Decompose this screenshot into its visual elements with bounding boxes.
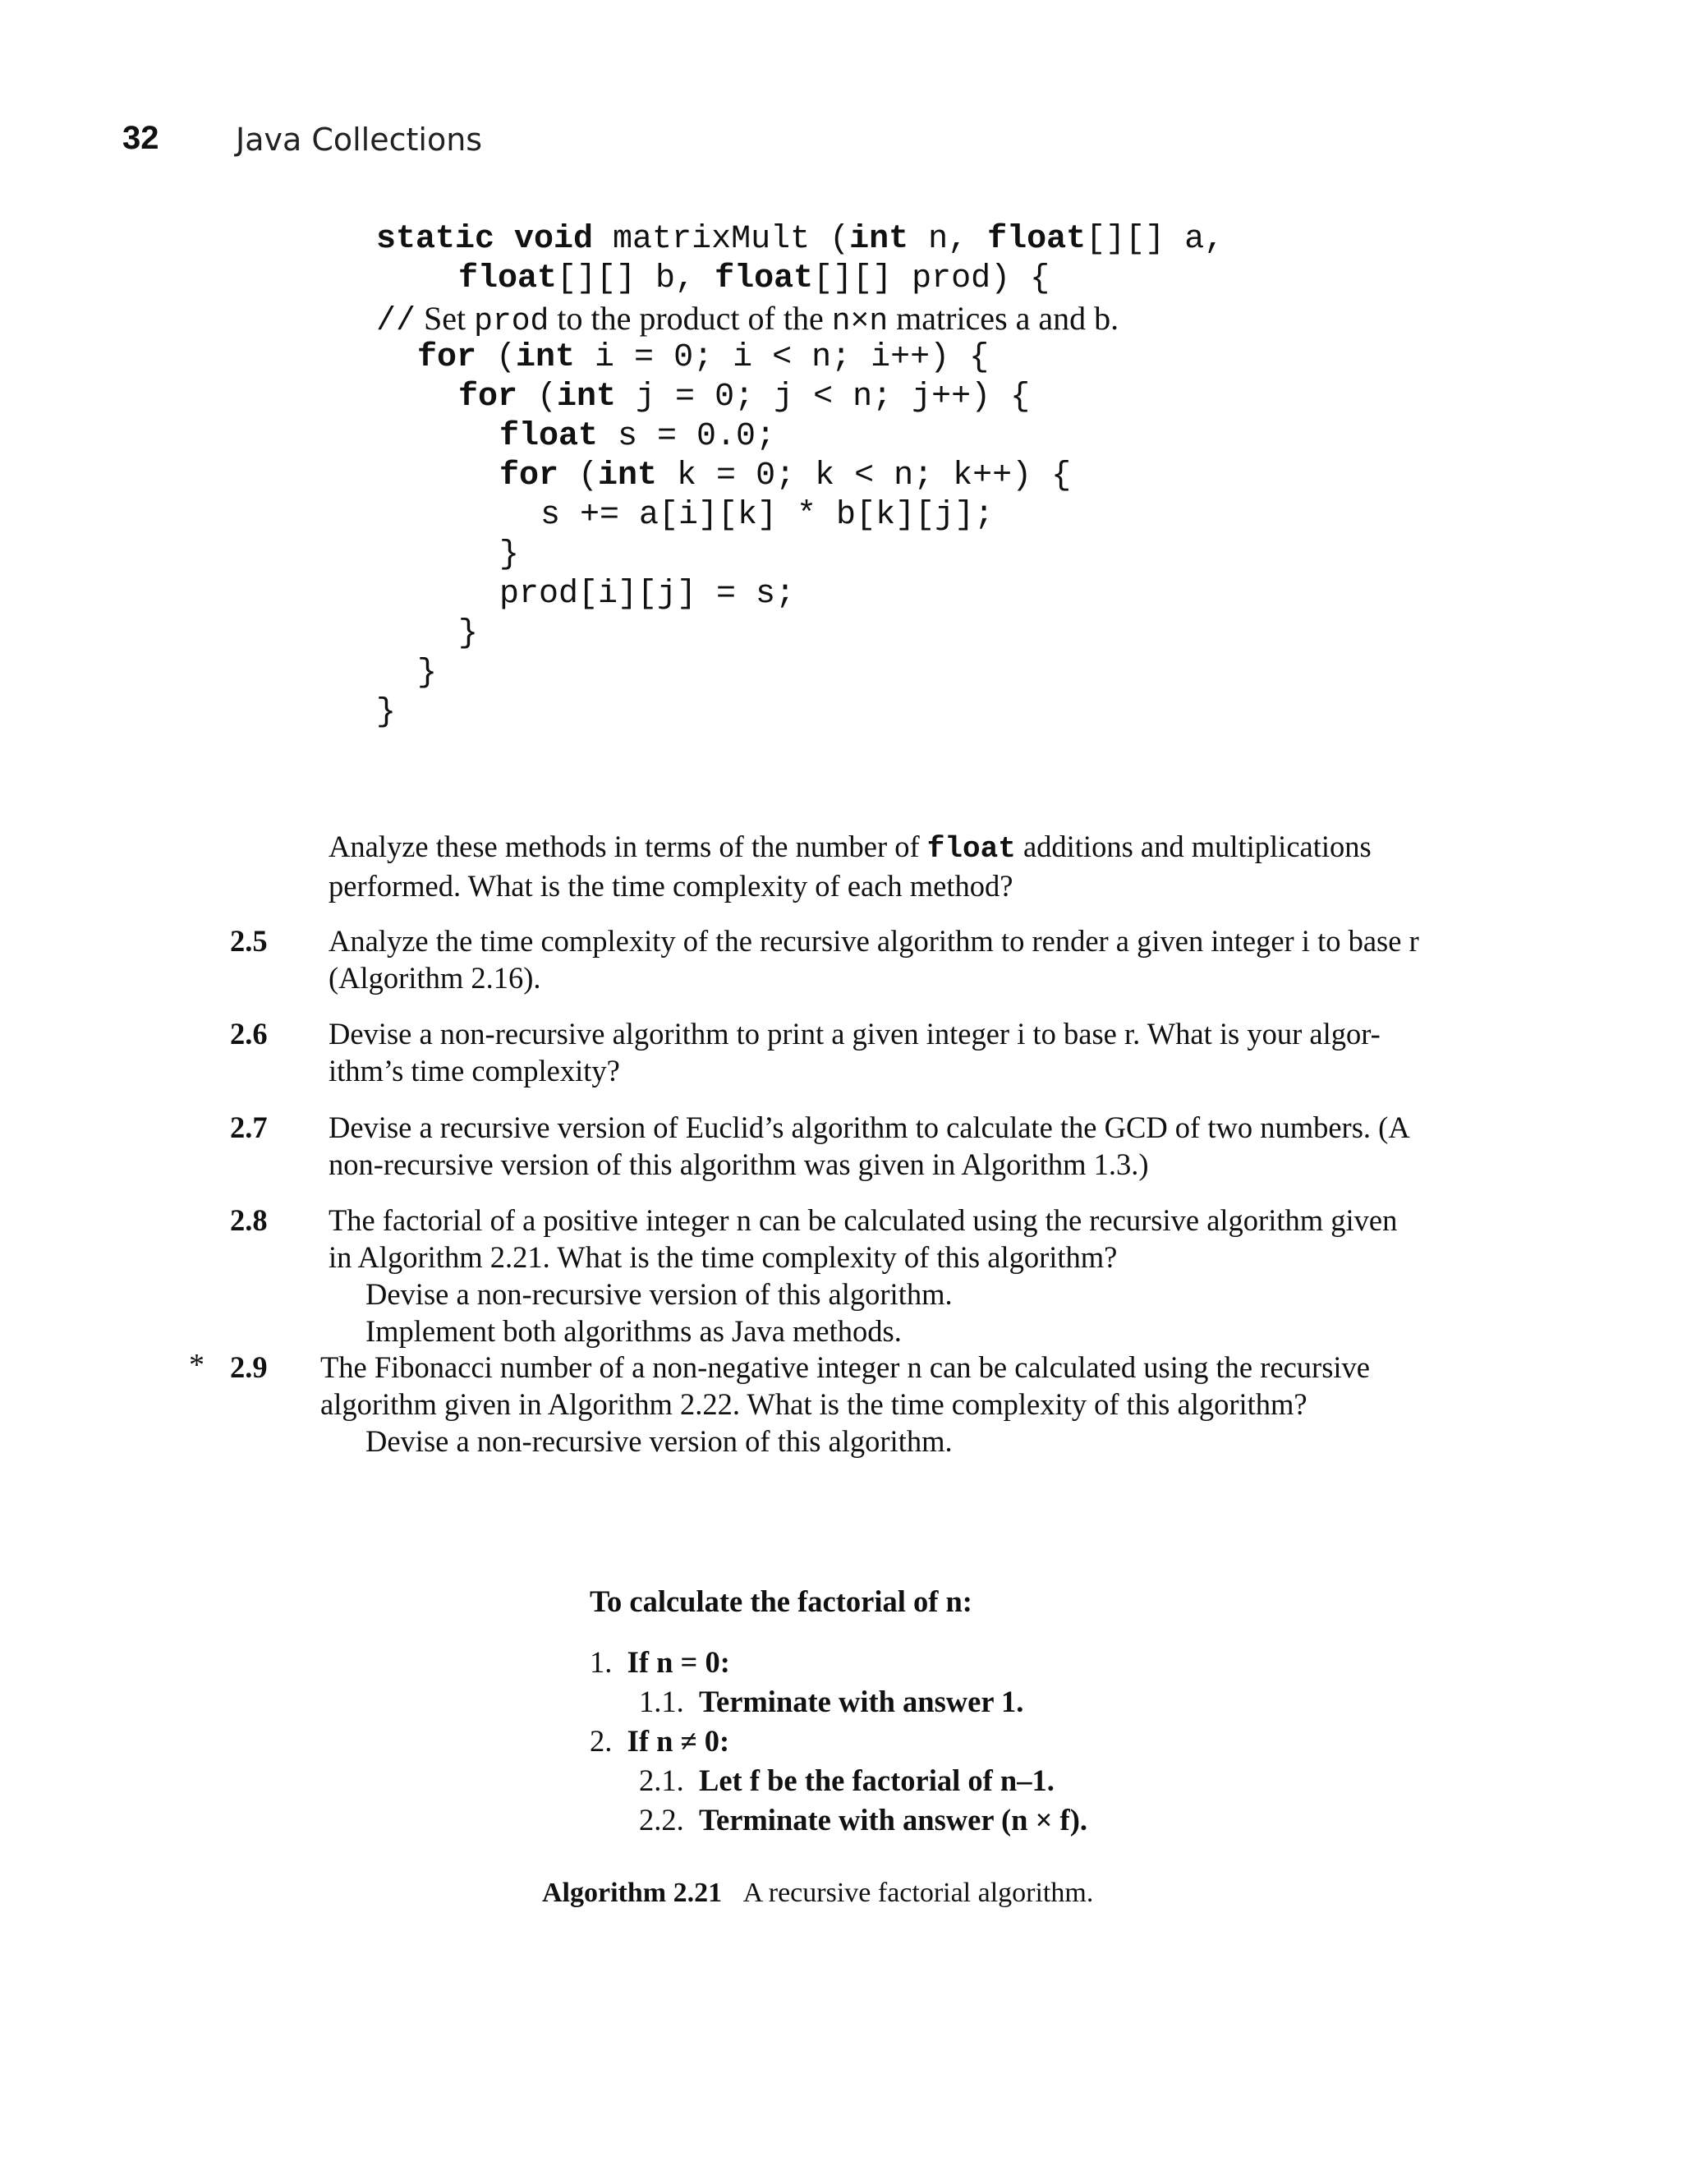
exercise-number: 2.5 xyxy=(230,924,268,958)
algorithm-step: 2.1. Let f be the factorial of n–1. xyxy=(639,1763,1055,1797)
code-line: } xyxy=(499,536,520,573)
code-comment: // Set prod to the product of the n×n matrices a and b. xyxy=(376,300,1119,340)
exercise-number: 2.8 xyxy=(230,1203,268,1237)
code-line: prod[i][j] = s; xyxy=(499,576,796,613)
exercise-number: 2.6 xyxy=(230,1017,268,1051)
exercise-text: The factorial of a positive integer n can be calculated using the recursive algorithm given in Algorithm 2.21. What is the time complexity of this algorithm? Devise a non-recursive version of this algorithm. Implement both algorithms as Java methods. xyxy=(329,1203,1398,1348)
difficulty-star: * xyxy=(189,1348,205,1382)
code-line: } xyxy=(458,615,479,652)
algorithm-caption xyxy=(542,1878,1093,1909)
code-line: float s = 0.0; xyxy=(499,418,776,455)
algorithm-step: 2.2. Terminate with answer (n × f). xyxy=(639,1803,1087,1837)
code-line: static void matrixMult (int n, float[][] a, xyxy=(376,221,1225,258)
exercise-text: Devise a recursive version of Euclid’s algorithm to calculate the GCD of two numbers. (A non-recursive version of this algorithm was given in Algorithm 1.3.) xyxy=(329,1110,1410,1181)
exercise-text: Devise a non-recursive algorithm to print a given integer i to base r. What is your algor- ithm’s time complexity? xyxy=(329,1017,1381,1087)
code-line: for (int k = 0; k < n; k++) { xyxy=(499,457,1072,494)
exercise-number: 2.9 xyxy=(230,1350,268,1384)
algorithm-step: 2. If n ≠ 0: xyxy=(590,1724,730,1758)
code-line: for (int i = 0; i < n; i++) { xyxy=(417,339,990,376)
algorithm-heading: To calculate the factorial of n: xyxy=(590,1584,972,1618)
code-line: } xyxy=(376,694,397,731)
running-title: Java Collections xyxy=(236,122,483,158)
analyze-paragraph: Analyze these methods in terms of the number of float additions and multiplications performed. What is the time complexity of each method? xyxy=(329,830,1372,903)
code-line: s += a[i][k] * b[k][j]; xyxy=(540,497,995,534)
algorithm-caption-label: Algorithm 2.21 xyxy=(542,1878,723,1908)
algorithm-caption-text: A recursive factorial algorithm. xyxy=(742,1878,1094,1908)
algorithm-step: 1.1. Terminate with answer 1. xyxy=(639,1685,1024,1718)
exercise-number: 2.7 xyxy=(230,1110,268,1144)
algorithm-step: 1. If n = 0: xyxy=(590,1645,730,1679)
page-number: 32 xyxy=(122,120,159,156)
code-line: float[][] b, float[][] prod) { xyxy=(458,260,1050,297)
code-line: for (int j = 0; j < n; j++) { xyxy=(458,379,1031,416)
exercise-text: The Fibonacci number of a non-negative integer n can be calculated using the recursive algorithm given in Algorithm 2.22. What is the time complexity of this algorithm? Devise a non-recursive version of this algorithm. xyxy=(320,1350,1370,1458)
code-line: } xyxy=(417,655,438,692)
exercise-text: Analyze the time complexity of the recursive algorithm to render a given integer i to base r (Algorithm 2.16). xyxy=(329,924,1419,995)
